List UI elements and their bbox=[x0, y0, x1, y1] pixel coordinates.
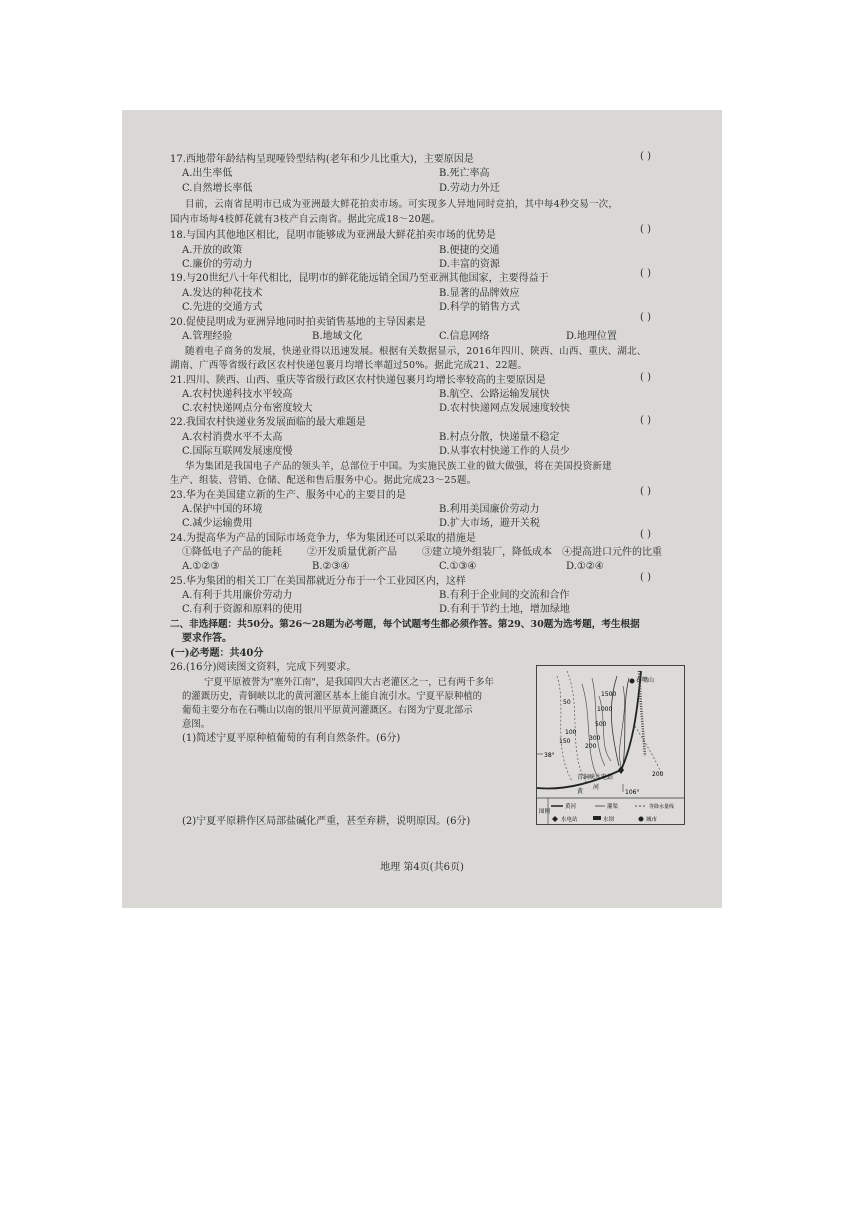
q18-option-c: C.廉价的劳动力 bbox=[182, 259, 253, 270]
legend-canal-label: 灌渠 bbox=[607, 804, 619, 810]
river-label: 黄 bbox=[577, 788, 584, 795]
section2-subheading: (一)必考题：共40分 bbox=[170, 648, 264, 659]
legend-station-label: 水电站 bbox=[561, 817, 578, 823]
q19-paren: ( ) bbox=[640, 268, 651, 279]
q25-option-d: D.有利于节约土地，增加绿地 bbox=[439, 604, 570, 615]
legend-city-label: 城市 bbox=[646, 817, 658, 823]
q25-option-b: B.有利于企业间的交流和合作 bbox=[439, 590, 570, 601]
q20-paren: ( ) bbox=[640, 312, 651, 323]
passage1-line2: 国内市场每4枝鲜花就有3枝产自云南省。据此完成18～20题。 bbox=[170, 214, 441, 225]
q21-stem: 21.四川、陕西、山西、重庆等省级行政区农村快递包裹月均增长率较高的主要原因是 bbox=[170, 375, 546, 386]
q26-question-1: (1)简述宁夏平原种植葡萄的有利自然条件。(6分) bbox=[182, 733, 401, 744]
contour-label: 300 bbox=[589, 735, 601, 742]
q22-paren: ( ) bbox=[640, 415, 651, 426]
passage3-line1: 华为集团是我国电子产品的领头羊，总部位于中国。为实施民族工业的做大做强，将在美国投资新建 bbox=[185, 461, 612, 472]
legend-contour-label: 等降水量线 bbox=[649, 804, 675, 810]
q21-option-d: D.农村快递网点发展速度较快 bbox=[439, 403, 570, 414]
q20-option-a: A.管理经验 bbox=[182, 331, 233, 342]
q21-option-b: B.航空、公路运输发展快 bbox=[439, 389, 550, 400]
q19-stem: 19.与20世纪八十年代相比，昆明市的鲜花能远销全国乃至亚洲其他国家，主要得益于 bbox=[170, 273, 549, 284]
passage3-line2: 生产、组装、营销、仓储、配送和售后服务中心。据此完成23～25题。 bbox=[170, 475, 477, 486]
q22-option-d: D.从事农村快递工作的人员少 bbox=[439, 446, 570, 457]
contour-label: 50 bbox=[563, 699, 571, 706]
q17-option-d: D.劳动力外迁 bbox=[439, 183, 500, 194]
q17-stem: 17.西地带年龄结构呈现哑铃型结构(老年和少儿比重大)，主要原因是 bbox=[170, 154, 474, 165]
contour-label: 1500 bbox=[601, 691, 617, 698]
contour-label: 500 bbox=[595, 721, 607, 728]
section2-heading-cont: 要求作答。 bbox=[182, 633, 232, 644]
q26-passage-line3: 葡萄主要分布在石嘴山以南的银川平原黄河灌溉区。右图为宁夏北部示 bbox=[182, 705, 473, 716]
q24-stem: 24.为提高华为产品的国际市场竞争力，华为集团还可以采取的措施是 bbox=[170, 533, 476, 544]
legend-sample-station bbox=[552, 816, 558, 822]
q26-passage-line2: 的灌溉历史，青铜峡以北的黄河灌区基本上能自流引水。宁夏平原种植的 bbox=[182, 691, 483, 702]
q23-option-c: C.减少运输费用 bbox=[182, 518, 253, 529]
passage2-line1: 随着电子商务的发展，快递业得以迅速发展。根据有关数据显示，2016年四川、陕西、山西、重庆、湖北、 bbox=[185, 346, 647, 357]
q21-option-c: C.农村快递网点分布密度较大 bbox=[182, 403, 313, 414]
q20-option-b: B.地域文化 bbox=[312, 331, 363, 342]
q20-stem: 20.促使昆明成为亚洲异地同时拍卖销售基地的主导因素是 bbox=[170, 317, 426, 328]
q19-option-c: C.先进的交通方式 bbox=[182, 302, 263, 313]
latitude-label: 38° bbox=[544, 752, 555, 759]
q17-option-a: A.出生率低 bbox=[182, 168, 233, 179]
ningxia-map bbox=[536, 665, 685, 825]
contour-label: 100 bbox=[565, 729, 577, 736]
q23-option-a: A.保护中国的环境 bbox=[182, 504, 263, 515]
q24-option-d: D.①②④ bbox=[566, 561, 604, 572]
q23-paren: ( ) bbox=[640, 486, 651, 497]
legend-sample-city bbox=[639, 817, 644, 822]
q24-statement-4: ④提高进口元件的比重 bbox=[562, 547, 662, 558]
yellow-river bbox=[537, 671, 641, 789]
q21-option-a: A.农村快递科技水平较高 bbox=[182, 389, 293, 400]
contour-label: 200 bbox=[585, 743, 597, 750]
passage2-line2: 湖南、广西等省级行政区农村快递包裹月均增长率超过50%。据此完成21、22题。 bbox=[170, 360, 528, 371]
page-footer: 地理 第4页(共6页) bbox=[380, 862, 464, 873]
q24-option-b: B.②③④ bbox=[312, 561, 350, 572]
contour-line bbox=[635, 726, 662, 776]
q25-option-a: A.有利于共用廉价劳动力 bbox=[182, 590, 293, 601]
q26-question-2: (2)宁夏平原耕作区局部盐碱化严重，甚至弃耕，说明原因。(6分) bbox=[182, 816, 471, 827]
section2-heading: 二、非选择题：共50分。第26～28题为必考题，每个试题考生都必须作答。第29、30题为选考题，考生根据 bbox=[170, 619, 640, 630]
q18-option-d: D.丰富的资源 bbox=[439, 259, 500, 270]
q22-option-a: A.农村消费水平不太高 bbox=[182, 432, 283, 443]
city-label-shizuishan: 石嘴山 bbox=[636, 677, 655, 684]
q18-option-b: B.便捷的交通 bbox=[439, 245, 500, 256]
q17-paren: ( ) bbox=[640, 151, 651, 162]
q23-stem: 23.华为在美国建立新的生产、服务中心的主要目的是 bbox=[170, 490, 406, 501]
contour-label: 150 bbox=[559, 738, 571, 745]
q26-passage-line1: 宁夏平原被誉为"塞外江南"，是我国四大古老灌区之一，已有两千多年 bbox=[204, 677, 494, 688]
q19-option-b: B.显著的品牌效应 bbox=[439, 288, 520, 299]
q20-option-c: C.信息网络 bbox=[439, 331, 490, 342]
q19-option-d: D.科学的销售方式 bbox=[439, 302, 520, 313]
q24-option-a: A.①②③ bbox=[182, 561, 220, 572]
station-label: 青铜峡水电站 bbox=[577, 774, 614, 781]
passage1-line1: 目前，云南省昆明市已成为亚洲最大鲜花拍卖市场。可实现多人异地同时竞拍，其中每4秒交易一次， bbox=[185, 199, 619, 210]
q17-option-b: B.死亡率高 bbox=[439, 168, 490, 179]
q24-option-c: C.①③④ bbox=[439, 561, 477, 572]
longitude-label: 106° bbox=[625, 789, 640, 796]
q18-stem: 18.与国内其他地区相比，昆明市能够成为亚洲最大鲜花拍卖市场的优势是 bbox=[170, 230, 496, 241]
river-label: 河 bbox=[593, 784, 600, 791]
q18-paren: ( ) bbox=[640, 224, 651, 235]
legend-title: 图例 bbox=[539, 809, 551, 815]
contour-label: 200 bbox=[652, 771, 664, 778]
q25-stem: 25.华为集团的相关工厂在美国都就近分布于一个工业园区内，这样 bbox=[170, 576, 466, 587]
q22-option-b: B.村点分散，快递量不稳定 bbox=[439, 432, 560, 443]
q24-statement-2: ②开发质量优新产品 bbox=[307, 547, 397, 558]
q24-statement-1: ①降低电子产品的能耗 bbox=[182, 547, 282, 558]
q25-option-c: C.有利于资源和原料的使用 bbox=[182, 604, 303, 615]
contour-line bbox=[567, 671, 587, 784]
q22-stem: 22.我国农村快递业务发展面临的最大难题是 bbox=[170, 417, 366, 428]
q18-option-a: A.开放的政策 bbox=[182, 245, 243, 256]
q17-option-c: C.自然增长率低 bbox=[182, 183, 253, 194]
q21-paren: ( ) bbox=[640, 372, 651, 383]
exam-sheet bbox=[122, 110, 722, 908]
contour-label: 1000 bbox=[597, 706, 613, 713]
exam-text bbox=[122, 110, 722, 908]
q23-option-d: D.扩大市场，避开关税 bbox=[439, 518, 540, 529]
ningxia-map-drawing bbox=[537, 666, 684, 824]
q24-statement-3: ③建立境外组装厂，降低成本 bbox=[422, 547, 552, 558]
q24-paren: ( ) bbox=[640, 529, 651, 540]
legend-sample-dam bbox=[593, 816, 601, 820]
legend-dam-label: 水坝 bbox=[603, 817, 615, 823]
q20-option-d: D.地理位置 bbox=[566, 331, 617, 342]
q25-paren: ( ) bbox=[640, 572, 651, 583]
q23-option-b: B.利用美国廉价劳动力 bbox=[439, 504, 540, 515]
city-icon bbox=[630, 679, 635, 684]
canal bbox=[611, 676, 619, 766]
q22-option-c: C.国际互联网发展速度慢 bbox=[182, 446, 293, 457]
q19-option-a: A.发达的种花技术 bbox=[182, 288, 263, 299]
q26-stem: 26.(16分)阅读图文资料，完成下列要求。 bbox=[170, 662, 357, 673]
q26-passage-line4: 意图。 bbox=[182, 719, 211, 730]
legend-river-label: 黄河 bbox=[565, 804, 577, 810]
